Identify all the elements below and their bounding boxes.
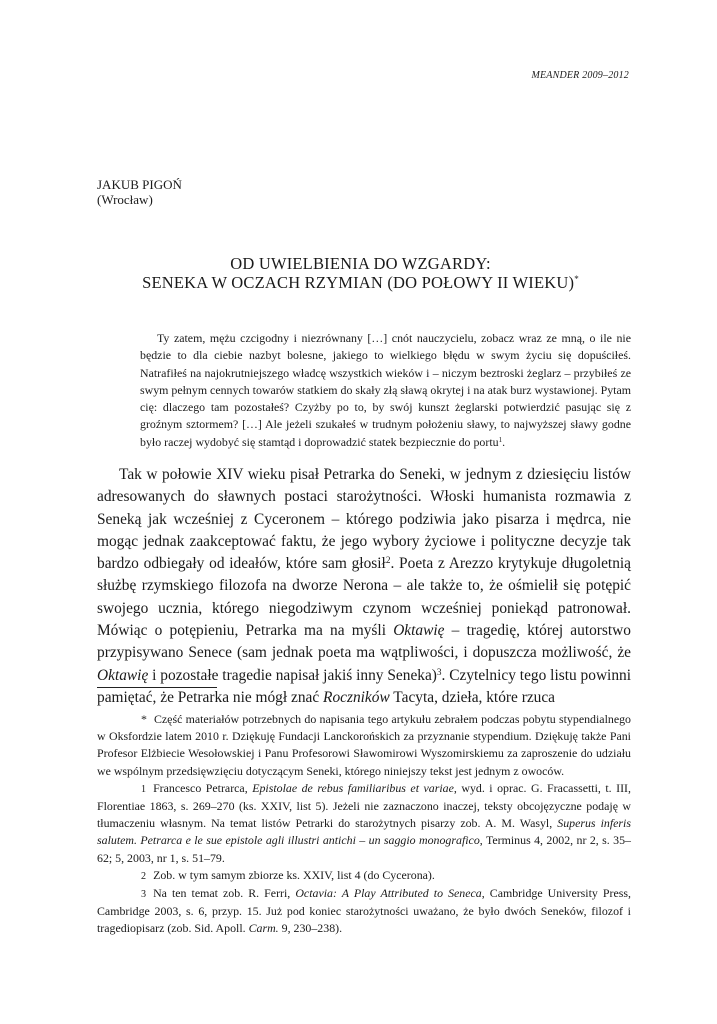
epigraph-end: . bbox=[502, 434, 506, 449]
title-roczniki: Roczników bbox=[323, 688, 390, 706]
footnote-3 bbox=[97, 885, 631, 938]
author-block bbox=[97, 177, 182, 207]
title-line-2-text: SENEKA W OCZACH RZYMIAN (DO POŁOWY II WIEKU) bbox=[142, 273, 575, 292]
title-line-1: OD UWIELBIENIA DO WZGARDY: bbox=[230, 254, 491, 273]
footnote-1-italic-c: Superus inferis salutem. Petrarca e le sue epistole agli illustri antichi – un saggio monografico bbox=[97, 816, 631, 848]
title-footnote-mark: * bbox=[574, 274, 579, 284]
footnote-2-text: Zob. w tym samym zbiorze ks. XXIV, list 4 (do Cycerona). bbox=[153, 867, 435, 882]
footnote-3-italic-carm: Carm. bbox=[248, 921, 279, 936]
footnote-star-mark: * bbox=[141, 712, 147, 726]
footnote-1-seg-d: , Terminus 4, 2002, nr 2, s. 35–62; 5, 2003, nr 1, s. 51–79. bbox=[97, 833, 631, 865]
title-oktawia-1: Oktawię bbox=[393, 622, 445, 640]
author-name: JAKUB PIGOŃ bbox=[97, 177, 182, 192]
running-header: MEANDER 2009–2012 bbox=[531, 70, 629, 81]
body-paragraph bbox=[97, 464, 631, 709]
article-title bbox=[88, 254, 633, 292]
footnote-1-seg-a: Francesco Petrarca, bbox=[153, 780, 253, 795]
footnote-1-mark: 1 bbox=[141, 783, 147, 795]
footnote-1-italic-a: Epistolae de rebus familiaribus et variae bbox=[252, 780, 454, 795]
body-seg-2: . Poeta z Arezzo krytykuje długoletnią służbę rzymskiego filozofa na dworze Nerona – ale także to, że ośmielił się potępić swojego ucznia, którego niegodziwym czynom wcześniej poniekąd patronował. Mówiąc o potępieniu, Petrarka ma na myśli bbox=[97, 555, 631, 640]
title-line-2 bbox=[88, 273, 633, 292]
body-seg-6: Tacyta, dzieła, które rzuca bbox=[389, 688, 556, 706]
epigraph-paragraph bbox=[140, 330, 631, 451]
footnote-star-text: Część materiałów potrzebnych do napisania tego artykułu zebrałem podczas pobytu stypendialnego w Oksfordzie latem 2010 r. Dziękuję Fundacji Lanckorońskich za przyznanie stypendium. Dziękuję także Pani Profesor Elżbiecie Wesołowskiej i Panu Profesorowi Sławomirowi Wyszomirskiemu za zaproszenie do udziału we wspólnym przedsięwzięciu dotyczącym Seneki, którego niniejszy tekst jest jednym z owoców. bbox=[97, 712, 631, 778]
footnote-3-seg-a: Na ten temat zob. R. Ferri, bbox=[153, 886, 296, 901]
footnote-3-italic-a: Octavia: A Play Attributed to Seneca bbox=[295, 886, 482, 901]
footnote-3-seg-b: , Cambridge University Press, Cambridge 2003, s. 6, przyp. 15. Już pod koniec starożytności uważano, że było dwóch Seneków, filozof i tragediopisarz (zob. Sid. Apoll. bbox=[97, 886, 631, 936]
epigraph-footnote-ref: 1 bbox=[498, 435, 503, 444]
footnote-separator bbox=[97, 687, 217, 688]
body-seg-5: . Czytelnicy tego listu powinni pamiętać, że Petrarka nie mógł znać bbox=[97, 666, 631, 706]
footnote-2 bbox=[97, 867, 631, 885]
epigraph-quote bbox=[140, 330, 631, 451]
title-oktawia-2: Oktawię bbox=[97, 666, 149, 684]
footnote-ref-2: 2 bbox=[385, 555, 391, 566]
body-seg-3: – tragedię, której autorstwo przypisywano Senece (sam jednak poeta ma wątpliwości, i dopuszcza możliwość, że bbox=[97, 622, 631, 662]
footnote-ref-3: 3 bbox=[436, 666, 442, 677]
body-seg-1: Tak w połowie XIV wieku pisał Petrarka do Seneki, w jednym z dziesięciu listów adresowanych do sławnych postaci starożytności. Włoski humanista rozmawia z Seneką jak wcześniej z Cyceronem – którego podziwia jako pisarza i mędrca, nie mogąc jednak zaakceptować faktu, że jego wybory życiowe i polityczne decyzje tak bardzo odbiegały od ideałów, które sam głosił bbox=[97, 466, 631, 573]
footnotes bbox=[97, 711, 631, 938]
body-text bbox=[97, 464, 631, 709]
footnote-2-mark: 2 bbox=[141, 870, 147, 882]
author-affiliation: (Wrocław) bbox=[97, 192, 153, 207]
footnote-1 bbox=[97, 780, 631, 867]
footnote-3-mark: 3 bbox=[141, 889, 147, 901]
body-seg-4: i pozostałe tragedie napisał jakiś inny Seneka) bbox=[148, 666, 437, 684]
footnote-3-seg-c: 9, 230–238). bbox=[278, 921, 343, 936]
footnote-star bbox=[97, 711, 631, 780]
epigraph-text: Ty zatem, mężu czcigodny i niezrównany […] cnót nauczycielu, zobacz wraz ze mną, o ile nie będzie to dla ciebie nazbyt bolesne, jakiego to wielkiego błędu w swym życiu się dopuściłeś. Natrafiłeś na najokrutniejszego władcę wszystkich wieków i – niczym beztroski żeglarz – przybiłeś ze swym pełnym cennych towarów statkiem do skały złą sławą okrytej i na atak burz wystawionej. Pytam cię: dlaczego tam pozostałeś? Czyżby po to, by swój kunszt żeglarski potwierdzić pasując się z groźnym sztormem? […] Ale jeżeli szukałeś w trudnym położeniu sławy, to najwyższej sławy godne było raczej wydobyć się stamtąd i doprowadzić statek bezpiecznie do portu bbox=[140, 331, 631, 449]
footnote-1-seg-b: , wyd. i oprac. G. Fracassetti, t. III, Florentiae 1863, s. 269–270 (ks. XXIV, list 5). Jeżeli nie zaznaczono inaczej, teksty obcojęzyczne podaję w tłumaczeniu własnym. Na temat listów Petrarki do starożytnych pisarzy zob. A. M. Wasyl, bbox=[97, 780, 631, 831]
